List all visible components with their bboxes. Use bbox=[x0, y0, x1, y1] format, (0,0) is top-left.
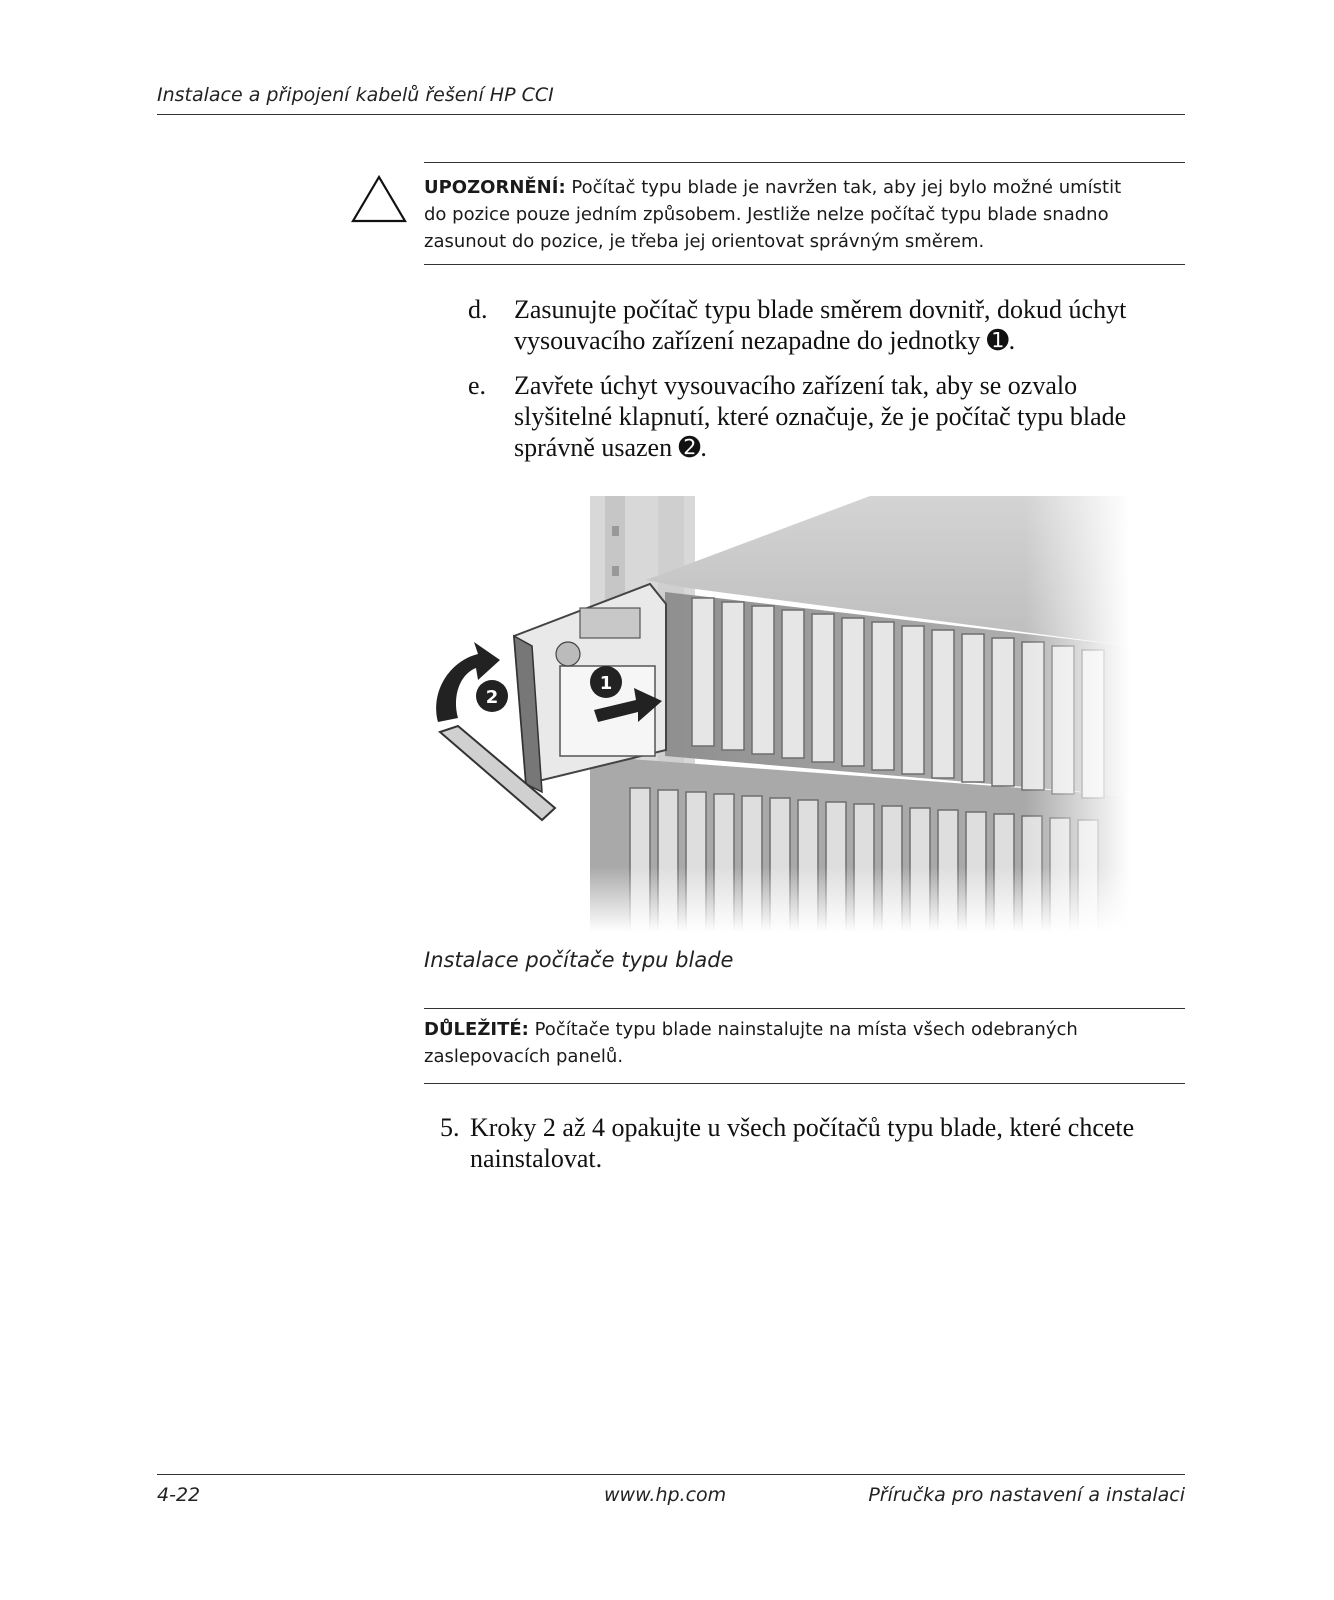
caution-note bbox=[424, 174, 1184, 255]
step-marker: 5. bbox=[440, 1113, 460, 1142]
important-top-rule bbox=[424, 1008, 1185, 1009]
manual-title: Příručka pro nastavení a instalaci bbox=[868, 1484, 1185, 1506]
step-text-line: slyšitelné klapnutí, které označuje, že je počítač typu blade bbox=[514, 402, 1127, 431]
figure-caption: Instalace počítače typu blade bbox=[424, 948, 734, 972]
important-note bbox=[424, 1016, 1184, 1070]
page-number: 4-22 bbox=[157, 1484, 201, 1506]
important-text-line-1: Počítače typu blade nainstalujte na místa všech odebraných bbox=[534, 1019, 1078, 1040]
step-text-line: správně usazen ➋. bbox=[514, 433, 707, 462]
caution-label: UPOZORNĚNÍ: bbox=[424, 177, 566, 198]
caution-triangle-icon bbox=[350, 174, 408, 224]
footer-url: www.hp.com bbox=[604, 1484, 727, 1506]
blade-installation-figure bbox=[430, 496, 1130, 932]
step-marker: e. bbox=[468, 371, 487, 400]
step-text-line: vysouvacího zařízení nezapadne do jednotky ➊. bbox=[514, 326, 1016, 355]
footer-rule bbox=[157, 1474, 1185, 1475]
running-header: Instalace a připojení kabelů řešení HP CCI bbox=[157, 84, 554, 106]
caution-text-line-1: Počítač typu blade je navržen tak, aby jej bylo možné umístit bbox=[571, 177, 1122, 198]
step-text-line: nainstalovat. bbox=[470, 1144, 603, 1173]
important-label: DŮLEŽITÉ: bbox=[424, 1019, 529, 1040]
caution-text-line-3: zasunout do pozice, je třeba jej orientovat správným směrem. bbox=[424, 231, 985, 252]
caution-top-rule bbox=[424, 162, 1185, 163]
header-rule bbox=[157, 114, 1185, 115]
step-text-line: Zasunujte počítač typu blade směrem dovnitř, dokud úchyt bbox=[514, 295, 1127, 324]
important-bottom-rule bbox=[424, 1083, 1185, 1084]
important-text-line-2: zaslepovacích panelů. bbox=[424, 1046, 624, 1067]
caution-text-line-2: do pozice pouze jedním způsobem. Jestliže nelze počítač typu blade snadno bbox=[424, 204, 1109, 225]
step-text-line: Kroky 2 až 4 opakujte u všech počítačů typu blade, které chcete bbox=[470, 1113, 1135, 1142]
step-text-line: Zavřete úchyt vysouvacího zařízení tak, aby se ozvalo bbox=[514, 371, 1078, 400]
step-marker: d. bbox=[468, 295, 488, 324]
caution-bottom-rule bbox=[424, 264, 1185, 265]
